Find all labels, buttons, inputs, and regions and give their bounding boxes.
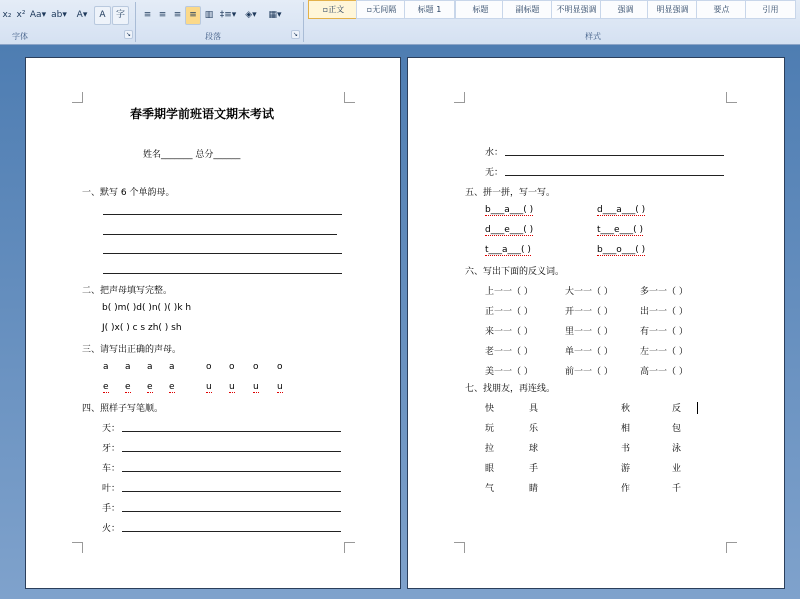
stroke-order-char: 无： [485,168,504,178]
line-spacing-button[interactable]: ‡≡▾ [219,10,237,20]
matching-word: 包 [672,424,682,434]
initial-letter: a [147,362,153,372]
style-quote[interactable]: 引用 [745,0,796,19]
matching-word: 玩 [485,424,495,434]
margin-corner-mark [72,542,83,553]
antonym-item: 大一一（ ） [565,287,613,297]
matching-word: 业 [672,464,682,474]
margin-corner-mark [72,92,83,103]
answer-line [122,471,341,472]
stroke-order-char: 牙： [102,444,121,454]
shading-button[interactable]: ◈▾ [245,10,257,20]
styles-group-label: 样式 [585,32,601,41]
initial-letter: a [103,362,109,372]
margin-corner-mark [454,92,465,103]
answer-line [103,253,342,254]
stroke-order-char: 火： [102,524,121,534]
subscript-button[interactable]: x₂ [2,10,12,20]
style-subtitle[interactable]: 副标题 [502,0,553,19]
enclose-characters-button[interactable]: 字 [112,6,129,25]
initial-letter: a [169,362,175,372]
antonym-item: 单一一（ ） [565,347,613,357]
question-7-heading: 七、找朋友，再连线。 [465,384,556,394]
initial-letter: u [277,382,283,392]
initials-line-1: b( )m( )d( )n( )( )k h [102,303,192,313]
initial-letter: e [125,382,131,392]
answer-line [505,175,724,176]
antonym-item: 正一一（ ） [485,307,533,317]
matching-word: 眼 [485,464,495,474]
matching-word: 球 [529,444,539,454]
initial-letter: o [277,362,283,372]
initials-line-2: J( )x( ) c s zh( ) sh [102,323,182,333]
paragraph-group-label: 段落 [205,32,221,41]
pinyin-item: t___e___( ) [597,225,643,235]
pinyin-item: d___a___( ) [597,205,646,215]
antonym-item: 里一一（ ） [565,327,613,337]
antonym-item: 左一一（ ） [640,347,688,357]
antonym-item: 上一一（ ） [485,287,533,297]
matching-word: 乐 [529,424,539,434]
matching-word: 气 [485,484,495,494]
margin-corner-mark [344,92,355,103]
stroke-order-char: 天： [102,424,121,434]
style-intense-emphasis[interactable]: 明显强调 [647,0,698,19]
highlight-color-button[interactable]: ab▾ [51,10,67,20]
question-4-heading: 四、照样子写笔顺。 [82,404,164,414]
matching-word: 快 [485,404,495,414]
answer-line [103,234,337,235]
page-2[interactable] [407,57,785,589]
answer-line [122,531,341,532]
answer-line [122,491,341,492]
paragraph-dialog-launcher-icon[interactable]: ↘ [292,31,299,38]
style-no-spacing[interactable]: ▫无间隔 [356,0,407,19]
answer-line [505,155,724,156]
style-subtle-emphasis[interactable]: 不明显强调 [551,0,602,19]
exam-title: 春季期学前班语文期末考试 [130,107,275,121]
antonym-item: 来一一（ ） [485,327,533,337]
antonym-item: 前一一（ ） [565,367,613,377]
margin-corner-mark [726,542,737,553]
answer-line [122,451,341,452]
antonym-item: 开一一（ ） [565,307,613,317]
initial-letter: o [229,362,235,372]
matching-word: 千 [672,484,682,494]
antonym-item: 有一一（ ） [640,327,688,337]
page-1[interactable] [25,57,401,589]
matching-word: 相 [621,424,631,434]
name-score-line: 姓名_______ 总分______ [143,150,241,160]
matching-word: 睛 [529,484,539,494]
font-color-button[interactable]: A▾ [76,10,88,20]
font-group-label: 字体 [12,32,28,41]
align-center-button[interactable]: ≡ [158,10,167,20]
question-2-heading: 二、把声母填写完整。 [82,286,173,296]
align-left-button[interactable]: ≡ [143,10,152,20]
margin-corner-mark [726,92,737,103]
distributed-button[interactable]: ▥ [204,10,214,20]
answer-line [103,214,342,215]
pinyin-item: t___a___( ) [485,245,531,255]
font-dialog-launcher-icon[interactable]: ↘ [125,31,132,38]
pinyin-item: b___a___( ) [485,205,534,215]
initial-letter: u [229,382,235,392]
initial-letter: u [206,382,212,392]
initial-letter: e [103,382,109,392]
matching-word: 秋 [621,404,631,414]
character-shading-button[interactable]: A [94,6,111,25]
question-1-heading: 一、默写 6 个单韵母。 [82,188,175,198]
initial-letter: a [125,362,131,372]
answer-line [103,273,342,274]
pinyin-item: b___o___( ) [597,245,646,255]
text-cursor [697,402,698,414]
question-5-heading: 五、拼一拼，写一写。 [465,188,556,198]
matching-word: 反 [672,404,682,414]
question-3-heading: 三、请写出正确的声母。 [82,345,182,355]
superscript-button[interactable]: x² [16,10,26,20]
antonym-item: 出一一（ ） [640,307,688,317]
stroke-order-char: 叶： [102,484,121,494]
matching-word: 手 [529,464,539,474]
matching-word: 书 [621,444,631,454]
stroke-order-char: 手： [102,504,121,514]
initial-letter: e [169,382,175,392]
matching-word: 游 [621,464,631,474]
stroke-order-char: 车： [102,464,121,474]
antonym-item: 高一一（ ） [640,367,688,377]
group-separator [303,2,304,42]
initial-letter: u [253,382,259,392]
change-case-button[interactable]: Aa▾ [29,10,47,20]
matching-word: 具 [529,404,539,414]
answer-line [122,431,341,432]
borders-button[interactable]: ▦▾ [268,10,282,20]
style-heading-1[interactable]: 标题 1 [404,0,455,19]
answer-line [122,511,341,512]
antonym-item: 多一一（ ） [640,287,688,297]
initial-letter: e [147,382,153,392]
matching-word: 作 [621,484,631,494]
ribbon [0,0,800,45]
group-separator [135,2,136,42]
pinyin-item: d___e___( ) [485,225,534,235]
question-6-heading: 六、写出下面的反义词。 [465,267,565,277]
matching-word: 泳 [672,444,682,454]
stroke-order-char: 水： [485,148,504,158]
margin-corner-mark [344,542,355,553]
align-right-button[interactable]: ≡ [173,10,182,20]
matching-word: 拉 [485,444,495,454]
margin-corner-mark [454,542,465,553]
antonym-item: 美一一（ ） [485,367,533,377]
justify-button[interactable]: ≡ [185,6,201,25]
initial-letter: o [253,362,259,372]
antonym-item: 老一一（ ） [485,347,533,357]
style-strong[interactable]: 要点 [696,0,747,19]
style-title[interactable]: 标题 [455,0,506,19]
style-normal[interactable]: ▫正文 [308,0,359,19]
style-emphasis[interactable]: 强调 [600,0,651,19]
initial-letter: o [206,362,212,372]
